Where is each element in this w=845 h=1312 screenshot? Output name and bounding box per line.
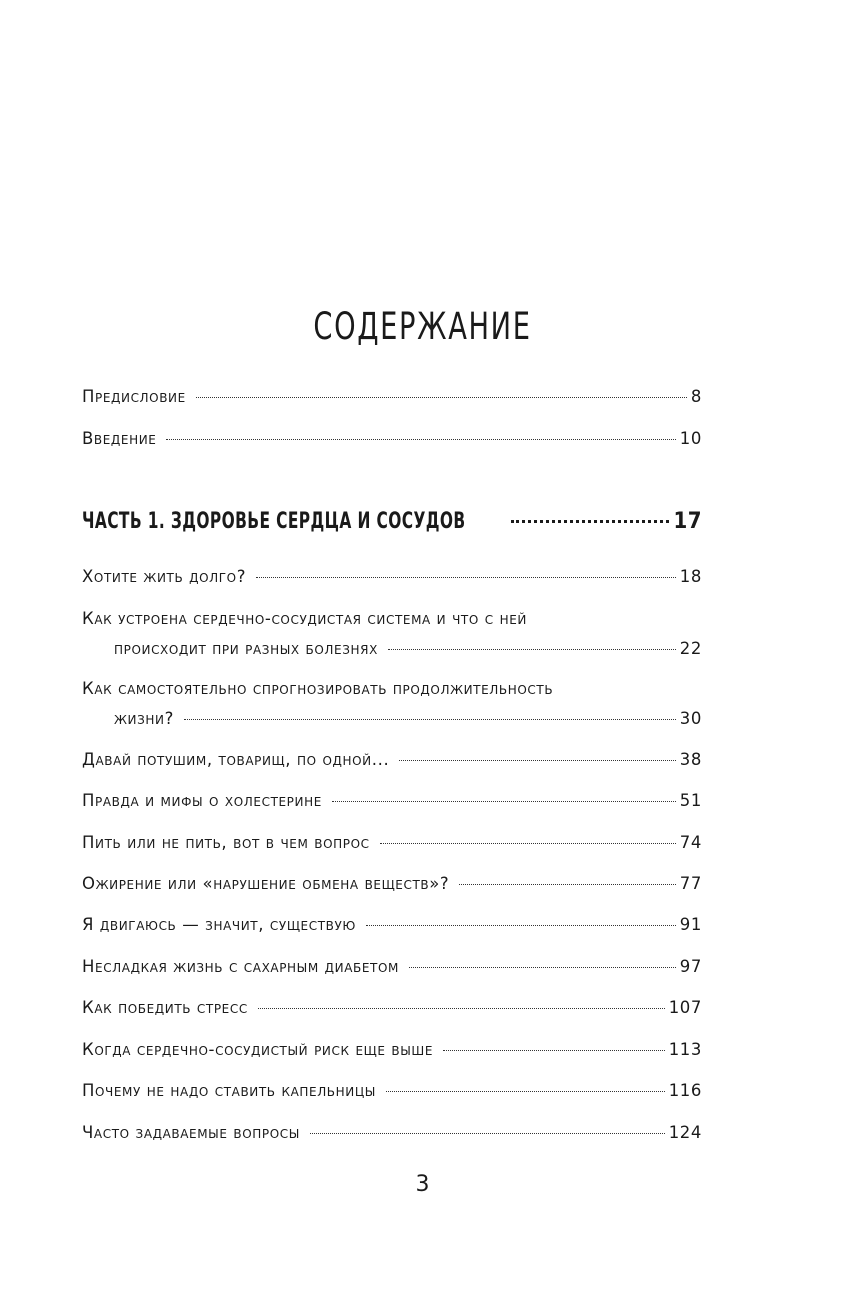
dot-leader (366, 925, 676, 926)
toc-entry-page: 97 (679, 957, 702, 976)
dot-leader (511, 520, 670, 523)
dot-leader (332, 801, 676, 802)
toc-entry-title: Как устроена сердечно-сосудистая система и что с ней (82, 609, 527, 628)
toc-entry[interactable] (82, 997, 702, 1019)
toc-entry-page: 116 (668, 1081, 702, 1100)
toc-entry[interactable] (82, 749, 702, 771)
toc-entry[interactable] (82, 428, 702, 450)
toc-entry-title: Пить или не пить, вот в чем вопрос (82, 833, 370, 852)
toc-entry-title-continued: жизни? (114, 709, 174, 728)
toc-entry-title: Введение (82, 429, 157, 448)
toc-entry-title: Я двигаюсь — значит, существую (82, 915, 356, 934)
dot-leader (388, 649, 676, 650)
toc-entry-page: 30 (679, 709, 702, 728)
toc-entry-page: 18 (679, 567, 702, 586)
toc-entry-title: Часто задаваемые вопросы (82, 1123, 300, 1142)
toc-entry-title: Правда и мифы о холестерине (82, 791, 322, 810)
dot-leader (399, 760, 676, 761)
toc-entry-title: Как победить стресс (82, 998, 248, 1017)
dot-leader (409, 967, 676, 968)
toc-part-heading[interactable] (82, 508, 702, 536)
toc-entry[interactable] (82, 873, 702, 895)
dot-leader (310, 1133, 665, 1134)
toc-entry-page: 38 (679, 750, 702, 769)
toc-entry[interactable] (82, 956, 702, 978)
toc-entry-title: Хотите жить долго? (82, 567, 247, 586)
part-page: 17 (673, 509, 702, 534)
toc-entry-title: Несладкая жизнь с сахарным диабетом (82, 957, 399, 976)
toc-entry-page: 22 (679, 639, 702, 658)
toc-entry[interactable] (82, 914, 702, 936)
dot-leader (196, 397, 687, 398)
toc-entry[interactable] (82, 566, 702, 588)
toc-entry[interactable] (82, 678, 702, 730)
toc-entry-page: 113 (668, 1040, 702, 1059)
part-title: ЧАСТЬ 1. ЗДОРОВЬЕ СЕРДЦА И СОСУДОВ (82, 509, 466, 534)
dot-leader (443, 1050, 665, 1051)
dot-leader (386, 1091, 665, 1092)
toc-entry-page: 107 (668, 998, 702, 1017)
toc-entry-title: Почему не надо ставить капельницы (82, 1081, 376, 1100)
toc-entry[interactable] (82, 1039, 702, 1061)
toc-entry-title: Как самостоятельно спрогнозировать продолжительность (82, 679, 554, 698)
dot-leader (256, 577, 676, 578)
toc-entry[interactable] (82, 1080, 702, 1102)
toc-entry-title: Предисловие (82, 387, 186, 406)
toc-entry-title: Давай потушим, товарищ, по одной... (82, 750, 390, 769)
page-title: СОДЕРЖАНИЕ (313, 305, 532, 348)
toc-entry-title: Ожирение или «нарушение обмена веществ»? (82, 874, 450, 893)
dot-leader (184, 719, 676, 720)
dot-leader (166, 439, 675, 440)
toc-entry-page: 74 (679, 833, 702, 852)
toc-entry-page: 124 (668, 1123, 702, 1142)
toc-entry-page: 77 (679, 874, 702, 893)
toc-entry-title: Когда сердечно-сосудистый риск еще выше (82, 1040, 434, 1059)
toc-entry[interactable] (82, 386, 702, 408)
toc-entry-page: 91 (679, 915, 702, 934)
toc-entry-page: 51 (679, 791, 702, 810)
toc-entry[interactable] (82, 790, 702, 812)
dot-leader (459, 884, 676, 885)
dot-leader (380, 843, 676, 844)
page-number: 3 (415, 1172, 430, 1197)
toc-entry-title-continued: происходит при разных болезнях (114, 639, 378, 658)
toc-entry[interactable] (82, 832, 702, 854)
toc-entry[interactable] (82, 1122, 702, 1144)
toc-entry-page: 8 (690, 387, 702, 406)
toc-entry-page: 10 (679, 429, 702, 448)
toc-entry[interactable] (82, 608, 702, 660)
dot-leader (258, 1008, 665, 1009)
